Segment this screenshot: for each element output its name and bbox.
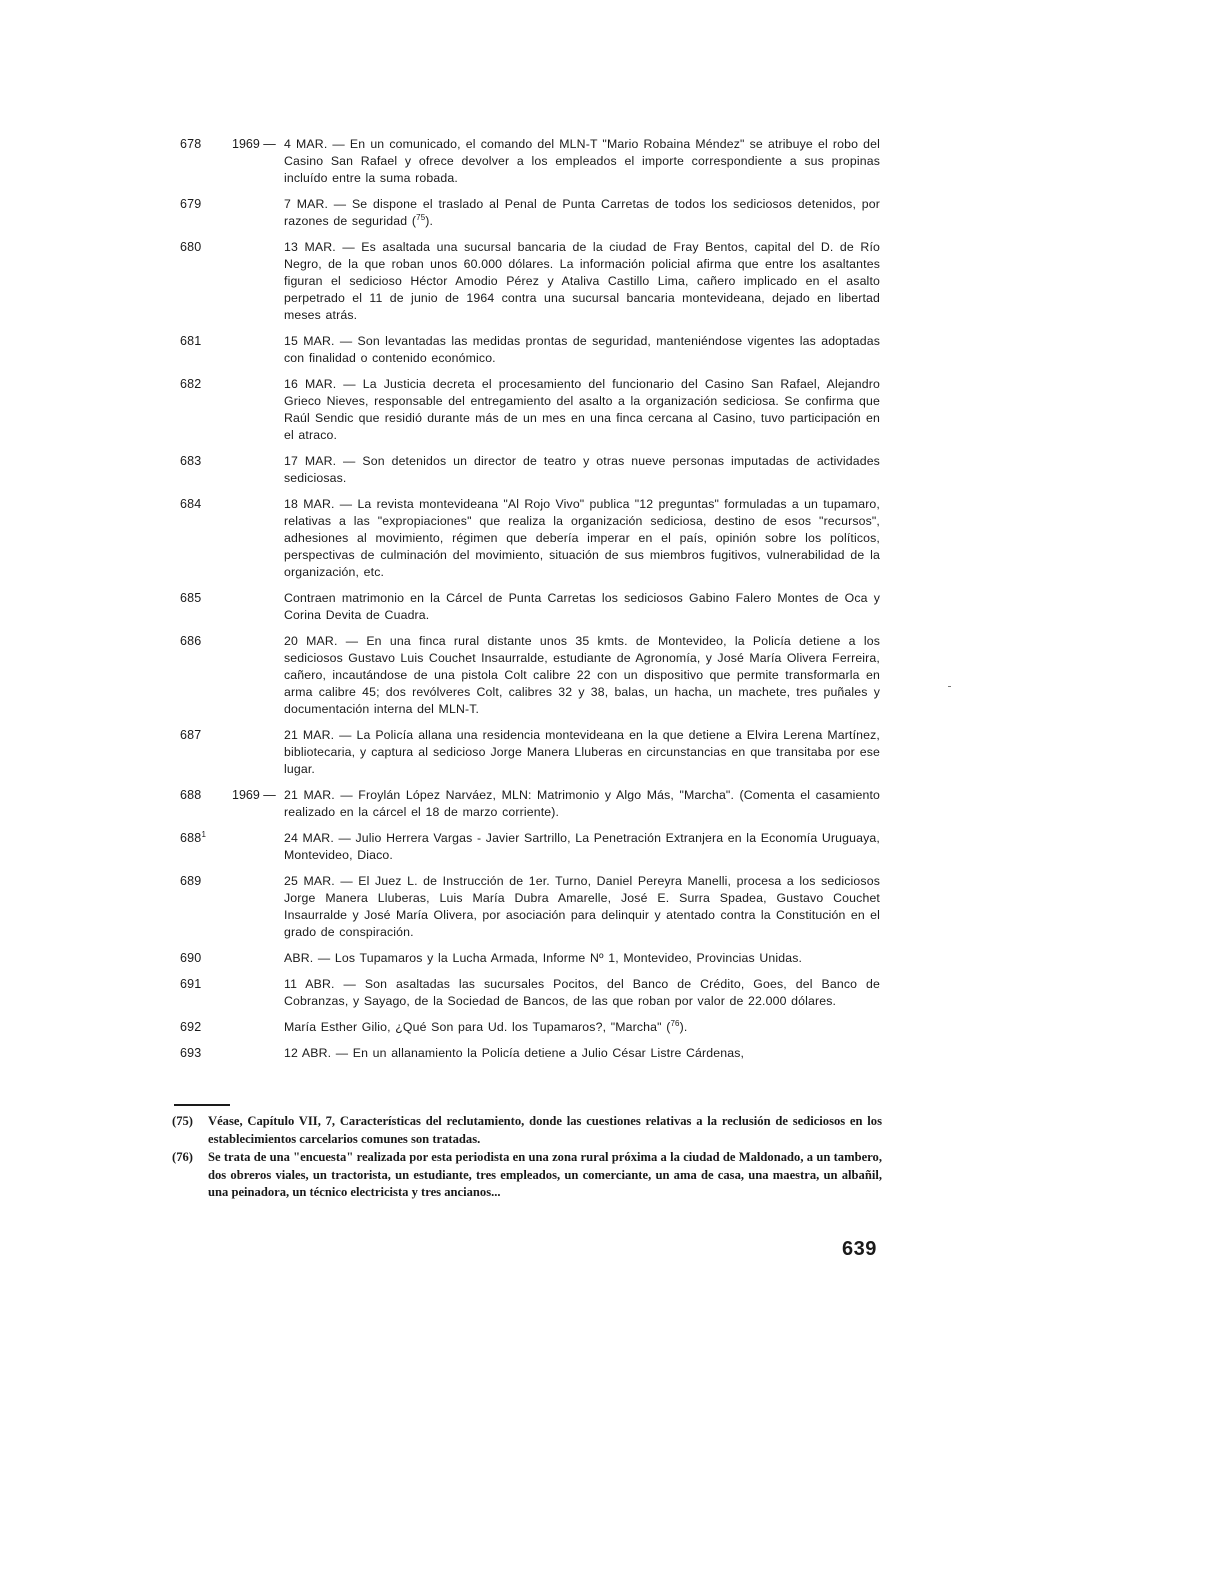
footnote-75 — [172, 1113, 882, 1148]
entry-number: 692 — [180, 1020, 202, 1034]
entry-text: 17 MAR. — Son detenidos un director de teatro y otras nueve personas imputadas de actividades sediciosas. — [284, 454, 880, 485]
footnote-ref: 76 — [670, 1018, 680, 1028]
scan-speck — [948, 686, 951, 687]
entry-681 — [180, 333, 882, 367]
entry-682 — [180, 376, 882, 444]
entry-text: 15 MAR. — Son levantadas las medidas prontas de seguridad, manteniéndose vigentes las adoptadas con finalidad o contenido económico. — [284, 334, 880, 365]
entry-year: 1969 — — [232, 788, 276, 802]
entry-693 — [180, 1045, 882, 1062]
entry-number: 684 — [180, 497, 202, 511]
entry-text: 16 MAR. — La Justicia decreta el procesamiento del funcionario del Casino San Rafael, Alejandro Grieco Nieves, responsable del entregamiento del asalto a la organización sediciosa. Se confirma que Raúl Sendic que residió durante más de un mes en una finca cercana al Casino, tuvo participación en el atraco. — [284, 377, 880, 442]
entry-year: 1969 — — [232, 137, 276, 151]
entry-text: 25 MAR. — El Juez L. de Instrucción de 1er. Turno, Daniel Pereyra Manelli, procesa a los sediciosos Jorge Manera Lluberas, Luis María Dubra Amarelle, José E. Surra Spadea, Gustavo Couchet Insaurralde y José María Olivera, por asociación para delinquir y atentado contra la Constitución en el grado de conspiración. — [284, 874, 880, 939]
entry-687 — [180, 727, 882, 778]
footnote-text: Se trata de una "encuesta" realizada por esta periodista en una zona rural próxima a la ciudad de Maldonado, a un tambero, dos obreros viales, un tractorista, un estudiante, tres empleados, un comerciante, un ama de casa, una maestra, un albañil, una peinadora, un técnico electricista y tres ancianos... — [208, 1150, 882, 1199]
entry-text-end: ). — [425, 214, 434, 228]
entry-text-end: ). — [679, 1020, 688, 1034]
entry-text: 21 MAR. — La Policía allana una residencia montevideana en la que detiene a Elvira Lerena Martínez, bibliotecaria, y captura al sedicioso Jorge Manera Lluberas en circunstancias en que transitaba por ese lugar. — [284, 728, 880, 776]
entry-689 — [180, 873, 882, 941]
entry-number: 685 — [180, 591, 202, 605]
entry-688 — [180, 787, 882, 821]
entry-680 — [180, 239, 882, 324]
entry-text: 18 MAR. — La revista montevideana "Al Rojo Vivo" publica "12 preguntas" formuladas a un tupamaro, relativas a las "expropiaciones" que realiza la organización sediciosa, destino de esos "recursos", adhesiones al movimiento, régimen que debería imperar en el país, opinión sobre los políticos, perspectivas de culminación del movimiento, situación de sus miembros fugitivos, vulnerabilidad de la organización, etc. — [284, 497, 880, 579]
entry-text: 4 MAR. — En un comunicado, el comando del MLN-T "Mario Robaina Méndez" se atribuye el robo del Casino San Rafael y ofrece devolver a los empleados el importe correspondiente a sus propinas incluído entre la suma robada. — [284, 137, 880, 185]
entry-number — [180, 830, 232, 847]
footnote-number: (75) — [172, 1114, 193, 1128]
entry-number: 679 — [180, 197, 202, 211]
entry-678 — [180, 136, 882, 187]
entry-text: 11 ABR. — Son asaltadas las sucursales Pocitos, del Banco de Crédito, Goes, del Banco de Cobranzas, y Sayago, de la Sociedad de Bancos, de las que roban por valor de 22.000 dólares. — [284, 977, 880, 1008]
entry-number: 693 — [180, 1046, 202, 1060]
entry-685 — [180, 590, 882, 624]
entry-number: 683 — [180, 454, 202, 468]
entry-692 — [180, 1019, 882, 1036]
entry-text: 21 MAR. — Froylán López Narváez, MLN: Matrimonio y Algo Más, "Marcha". (Comenta el casamiento realizado en la cárcel el 18 de marzo corriente). — [284, 788, 880, 819]
entry-number: 678 — [180, 137, 202, 151]
footnote-text: Véase, Capítulo VII, 7, Características del reclutamiento, donde las cuestiones relativas a la reclusión de sediciosos en los establecimientos carcelarios comunes son tratadas. — [208, 1114, 882, 1146]
entry-number: 690 — [180, 951, 202, 965]
entry-text: 24 MAR. — Julio Herrera Vargas - Javier Sartrillo, La Penetración Extranjera en la Economía Uruguaya, Montevideo, Diaco. — [284, 831, 880, 862]
entry-686 — [180, 633, 882, 718]
footnote-ref: 75 — [416, 212, 426, 222]
entry-number-sup: 1 — [201, 829, 207, 839]
entry-number: 691 — [180, 977, 202, 991]
entry-text-body: María Esther Gilio, ¿Qué Son para Ud. los Tupamaros?, "Marcha" ( — [284, 1020, 671, 1034]
entry-text: ABR. — Los Tupamaros y la Lucha Armada, Informe Nº 1, Montevideo, Provincias Unidas. — [284, 951, 803, 965]
entry-text-body: 7 MAR. — Se dispone el traslado al Penal de Punta Carretas de todos los sediciosos detenidos, por razones de seguridad ( — [284, 197, 880, 228]
entry-679 — [180, 196, 882, 230]
entry-number: 688 — [180, 788, 202, 802]
entry-text — [284, 196, 880, 230]
footnote-76 — [172, 1149, 882, 1202]
entry-690 — [180, 950, 882, 967]
entry-text — [284, 1019, 880, 1036]
entry-number: 689 — [180, 874, 202, 888]
entry-number: 680 — [180, 240, 202, 254]
page-number: 639 — [842, 1238, 877, 1260]
entry-text: 12 ABR. — En un allanamiento la Policía detiene a Julio César Listre Cárdenas, — [284, 1046, 745, 1060]
entry-number: 682 — [180, 377, 202, 391]
chronology-entries — [180, 136, 882, 1071]
entry-number: 686 — [180, 634, 202, 648]
entry-683 — [180, 453, 882, 487]
entry-text: 20 MAR. — En una finca rural distante unos 35 kmts. de Montevideo, la Policía detiene a los sediciosos Gustavo Luis Couchet Insaurralde, estudiante de Agronomía, y José María Olivera Ferreira, cañero, incautándose de una pistola Colt calibre 22 con un dispositivo que permite transformarla en arma calibre 45; dos revólveres Colt, calibres 32 y 38, balas, un hacha, un machete, tres puñales y documentación interna del MLN-T. — [284, 634, 880, 716]
entry-number: 687 — [180, 728, 202, 742]
entry-text: 13 MAR. — Es asaltada una sucursal bancaria de la ciudad de Fray Bentos, capital del D. de Río Negro, de la que roban unos 60.000 dólares. La información policial afirma que entre los asaltantes figuran el sedicioso Héctor Amodio Pérez y Ataliva Castillo Lima, cañero implicado en el asalto perpetrado el 11 de junio de 1964 contra una sucursal bancaria montevideana, dejado en libertad meses atrás. — [284, 240, 880, 322]
entry-number-base: 688 — [180, 831, 202, 845]
entry-text: Contraen matrimonio en la Cárcel de Punta Carretas los sediciosos Gabino Falero Montes de Oca y Corina Devita de Cuadra. — [284, 591, 880, 622]
footnotes — [172, 1113, 882, 1203]
footnote-divider — [174, 1104, 230, 1106]
footnote-number: (76) — [172, 1150, 193, 1164]
entry-number: 681 — [180, 334, 202, 348]
entry-691 — [180, 976, 882, 1010]
entry-688-1 — [180, 830, 882, 864]
entry-684 — [180, 496, 882, 581]
